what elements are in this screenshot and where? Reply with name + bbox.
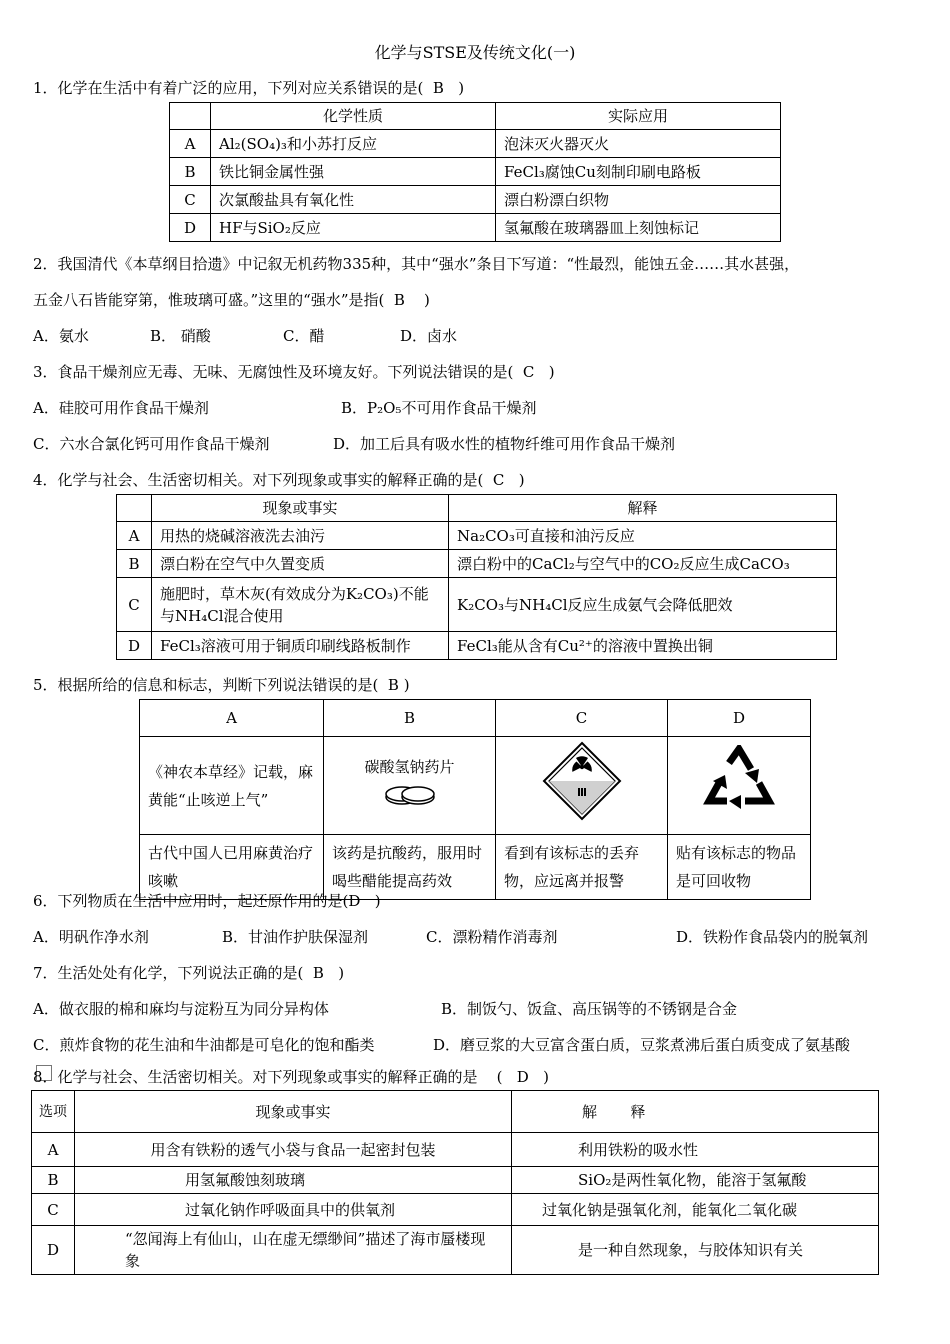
q5-header-c: C	[496, 700, 668, 737]
q5-table	[139, 699, 811, 900]
q8-row-explanation: 过氧化钠是强氧化剂，能氧化二氧化碳	[512, 1194, 879, 1226]
q4-row-explanation: FeCl₃能从含有Cu²⁺的溶液中置换出铜	[449, 632, 837, 660]
q8-row-key: D	[32, 1226, 75, 1275]
q8-row-key: A	[32, 1133, 75, 1167]
page-title: 化学与STSE及传统文化(一)	[374, 43, 576, 62]
q2-option-d: D．卤水	[400, 327, 458, 345]
q1-stem: 1．化学在生活中有着广泛的应用，下列对应关系错误的是( B )	[33, 79, 465, 97]
q8-row-key: C	[32, 1194, 75, 1226]
q4-row-phenomenon: FeCl₃溶液可用于铜质印刷线路板制作	[152, 632, 449, 660]
q8-row-explanation: 是一种自然现象，与胶体知识有关	[512, 1226, 879, 1275]
q1-row-key: A	[170, 130, 211, 158]
radioactive-hazard-sign-icon	[542, 741, 622, 821]
q1-row-property: 次氯酸盐具有氧化性	[211, 186, 496, 214]
q3-option-b: B．P₂O₅不可用作食品干燥剂	[341, 399, 537, 417]
q1-table	[169, 102, 781, 242]
q4-row-key: A	[117, 522, 152, 550]
q1-row-key: C	[170, 186, 211, 214]
q8-header-phenomenon: 现象或事实	[75, 1091, 512, 1133]
q1-header-blank	[170, 103, 211, 130]
q2-line2: 五金八石皆能穿第，惟玻璃可盛。”这里的“强水”是指( B )	[33, 291, 430, 309]
q1-header-application: 实际应用	[496, 103, 781, 130]
q5-cell-b-text: 碳酸氢钠药片	[364, 758, 455, 776]
q7-option-c: C．煎炸食物的花生油和牛油都是可皂化的饱和酯类	[33, 1036, 375, 1054]
q4-row-phenomenon: 施肥时，草木灰(有效成分为K₂CO₃)不能与NH₄Cl混合使用	[152, 578, 449, 632]
q7-stem: 7．生活处处有化学，下列说法正确的是( B )	[33, 964, 345, 982]
recycle-icon	[699, 745, 779, 817]
q8-table	[31, 1090, 879, 1275]
q5-cell-d-desc: 贴有该标志的物品是可回收物	[668, 835, 811, 900]
q6-option-d: D．铁粉作食品袋内的脱氧剂	[676, 928, 869, 946]
q1-row-property: Al₂(SO₄)₃和小苏打反应	[211, 130, 496, 158]
q3-stem: 3．食品干燥剂应无毒、无味、无腐蚀性及环境友好。下列说法错误的是( C )	[33, 363, 555, 381]
q1-row-application: FeCl₃腐蚀Cu刻制印刷电路板	[496, 158, 781, 186]
q7-option-b: B．制饭勺、饭盒、高压锅等的不锈钢是合金	[441, 1000, 738, 1018]
q1-row-key: B	[170, 158, 211, 186]
q5-cell-c-desc: 看到有该标志的丢弃物，应远离并报警	[496, 835, 668, 900]
pill-tablets-icon	[378, 781, 442, 809]
q8-row-phenomenon: “忽闻海上有仙山，山在虚无缥缈间”描述了海市蜃楼现象	[75, 1226, 512, 1275]
q4-row-explanation: K₂CO₃与NH₄Cl反应生成氨气会降低肥效	[449, 578, 837, 632]
q2-option-b: B． 硝酸	[150, 327, 211, 345]
q8-row-phenomenon: 过氧化钠作呼吸面具中的供氧剂	[75, 1194, 512, 1226]
q6-option-b: B．甘油作护肤保湿剂	[222, 928, 369, 946]
q3-option-c: C．六水合氯化钙可用作食品干燥剂	[33, 435, 270, 453]
q8-row-explanation: 利用铁粉的吸水性	[512, 1133, 879, 1167]
q5-cell-a-text: 《神农本草经》记载，麻黄能“止咳逆上气”	[140, 737, 324, 835]
q5-cell-a-desc: 古代中国人已用麻黄治疗咳嗽	[140, 835, 324, 900]
q8-row-phenomenon: 用含有铁粉的透气小袋与食品一起密封包装	[75, 1133, 512, 1167]
q5-header-b: B	[324, 700, 496, 737]
q2-option-a: A．氨水	[33, 327, 89, 345]
q1-row-property: 铁比铜金属性强	[211, 158, 496, 186]
q4-row-phenomenon: 用热的烧碱溶液洗去油污	[152, 522, 449, 550]
q5-cell-d	[668, 737, 811, 835]
q1-row-application: 泡沫灭火器灭火	[496, 130, 781, 158]
q1-row-application: 漂白粉漂白织物	[496, 186, 781, 214]
q8-header-explanation: 解 释	[512, 1091, 879, 1133]
q5-stem: 5．根据所给的信息和标志，判断下列说法错误的是( B )	[33, 676, 410, 694]
q4-row-key: B	[117, 550, 152, 578]
q3-option-d: D．加工后具有吸水性的植物纤维可用作食品干燥剂	[333, 435, 676, 453]
q4-stem: 4．化学与社会、生活密切相关。对下列现象或事实的解释正确的是( C )	[33, 471, 525, 489]
q4-header-blank	[117, 495, 152, 522]
q4-row-key: D	[117, 632, 152, 660]
q5-header-a: A	[140, 700, 324, 737]
q2-option-c: C．醋	[283, 327, 325, 345]
q3-option-a: A．硅胶可用作食品干燥剂	[33, 399, 209, 417]
q4-row-explanation: 漂白粉中的CaCl₂与空气中的CO₂反应生成CaCO₃	[449, 550, 837, 578]
q1-row-property: HF与SiO₂反应	[211, 214, 496, 242]
q5-cell-b	[324, 737, 496, 835]
q6-stem: 6．下列物质在生活中应用时，起还原作用的是(D )	[33, 892, 381, 910]
q8-header-option: 选项	[32, 1091, 75, 1133]
q7-option-d: D．磨豆浆的大豆富含蛋白质，豆浆煮沸后蛋白质变成了氨基酸	[433, 1036, 851, 1054]
q4-row-phenomenon: 漂白粉在空气中久置变质	[152, 550, 449, 578]
q7-option-a: A．做衣服的棉和麻均与淀粉互为同分异构体	[33, 1000, 329, 1018]
q8-row-explanation: SiO₂是两性氧化物，能溶于氢氟酸	[512, 1167, 879, 1194]
q1-row-application: 氢氟酸在玻璃器皿上刻蚀标记	[496, 214, 781, 242]
q8-stem: 8．化学与社会、生活密切相关。对下列现象或事实的解释正确的是 ( D )	[33, 1068, 549, 1086]
q4-row-key: C	[117, 578, 152, 632]
q8-row-phenomenon: 用氢氟酸蚀刻玻璃	[75, 1167, 512, 1194]
q4-header-explanation: 解释	[449, 495, 837, 522]
q5-cell-c	[496, 737, 668, 835]
q6-option-a: A．明矾作净水剂	[33, 928, 149, 946]
q1-header-property: 化学性质	[211, 103, 496, 130]
q8-row-key: B	[32, 1167, 75, 1194]
q6-option-c: C．漂粉精作消毒剂	[426, 928, 558, 946]
q1-row-key: D	[170, 214, 211, 242]
q5-header-d: D	[668, 700, 811, 737]
q4-header-phenomenon: 现象或事实	[152, 495, 449, 522]
q2-line1: 2．我国清代《本草纲目拾遗》中记叙无机药物335种，其中“强水”条目下写道：“性最烈，能蚀五金……其水甚强，	[33, 255, 800, 273]
q4-table	[116, 494, 837, 660]
q5-cell-b-desc: 该药是抗酸药，服用时喝些醋能提高药效	[324, 835, 496, 900]
q4-row-explanation: Na₂CO₃可直接和油污反应	[449, 522, 837, 550]
